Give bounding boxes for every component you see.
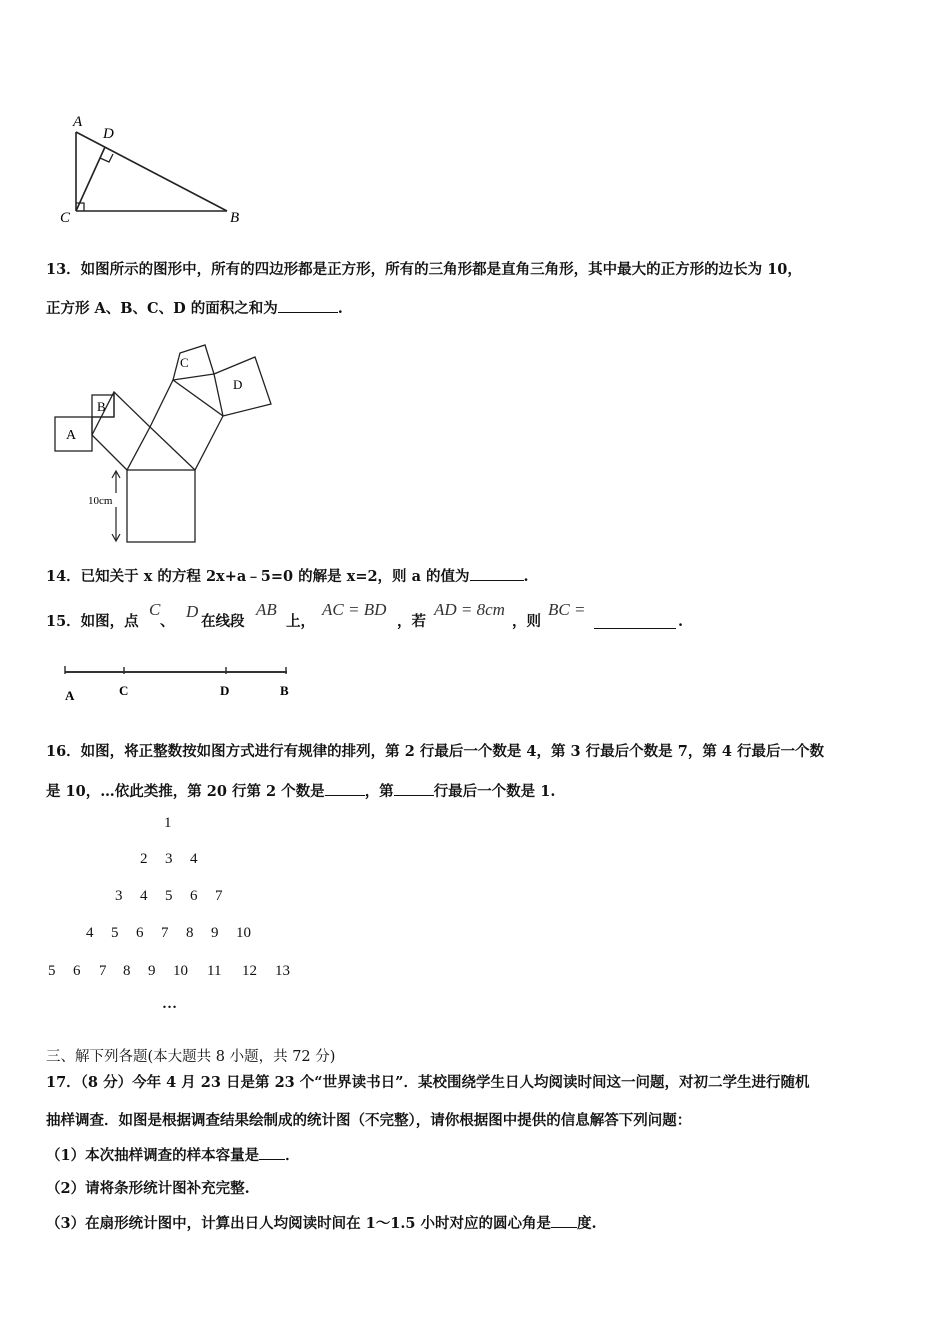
label-D: D xyxy=(103,126,114,142)
triangle-ellipsis: … xyxy=(162,996,177,1012)
segment-label-A: A xyxy=(65,688,75,703)
row5-n7: 11 xyxy=(207,963,222,979)
pythagoras-figure xyxy=(45,335,290,550)
row5-n6: 10 xyxy=(173,963,188,979)
q14 xyxy=(46,568,529,585)
q17-line1: 17．（8 分）今年 4 月 23 日是第 23 个“世界读书日”．某校围绕学生日人均阅读时间这一问题，对初二学生进行随机 xyxy=(46,1074,810,1091)
triangle-figure xyxy=(55,110,255,230)
section-3-title: 三、解下列各题(本大题共 8 小题，共 72 分) xyxy=(46,1049,336,1065)
q16-text-a: 是 10，…依此类推，第 20 行第 2 个数是 xyxy=(46,783,325,800)
segment-label-C: C xyxy=(119,683,129,698)
row4-n6: 9 xyxy=(211,925,219,941)
row5-n8: 12 xyxy=(242,963,257,979)
q17-sub1-blank[interactable] xyxy=(259,1147,285,1160)
q15-segment-text: 在线段 xyxy=(201,613,245,630)
q16-answer-blank-2[interactable] xyxy=(394,783,434,796)
square-B-label: B xyxy=(97,399,106,414)
q16-line2 xyxy=(46,783,555,800)
row5-n5: 9 xyxy=(148,963,156,979)
row4-n5: 8 xyxy=(186,925,194,941)
square-C-label: C xyxy=(180,355,189,370)
row5-n3: 7 xyxy=(99,963,107,979)
q13-answer-blank[interactable] xyxy=(278,300,338,313)
row3-n2: 4 xyxy=(140,888,148,904)
q16-text-c: 行最后一个数是 1. xyxy=(433,783,556,800)
q15-if: ，若 xyxy=(397,613,426,630)
row2-n1: 2 xyxy=(140,851,148,867)
row4-n3: 6 xyxy=(136,925,144,941)
q15-point-C: C xyxy=(149,600,161,619)
q14-answer-blank[interactable] xyxy=(470,568,524,581)
q13-line1: 13．如图所示的图形中，所有的四边形都是正方形，所有的三角形都是直角三角形，其中最大的正方形的边长为 10， xyxy=(46,261,802,278)
label-A: A xyxy=(73,114,83,130)
q15-then: ，则 xyxy=(512,613,541,630)
label-C: C xyxy=(60,210,71,226)
q13-text: 正方形 A、B、C、D 的面积之和为 xyxy=(46,300,278,317)
square-D-label: D xyxy=(233,377,243,392)
row4-n2: 5 xyxy=(111,925,119,941)
q17-sub1-text: （1）本次抽样调查的样本容量是 xyxy=(46,1147,260,1164)
q17-sub3 xyxy=(46,1215,597,1232)
q15-eq3: BC = xyxy=(548,600,586,619)
q15-answer-blank[interactable] xyxy=(594,616,676,629)
row5-n2: 6 xyxy=(73,963,81,979)
row1-n1: 1 xyxy=(164,815,172,831)
row3-n5: 7 xyxy=(215,888,223,904)
q15-prefix: 15．如图，点 xyxy=(46,613,139,630)
q17-sub3-text: （3）在扇形统计图中，计算出日人均阅读时间在 1～1.5 小时对应的圆心角是 xyxy=(46,1215,551,1232)
row2-n3: 4 xyxy=(190,851,198,867)
dimension-label: 10cm xyxy=(88,495,113,507)
q13-end: . xyxy=(337,300,343,317)
q17-sub2: （2）请将条形统计图补充完整. xyxy=(46,1180,250,1197)
segment-label-B: B xyxy=(280,683,289,698)
q17-sub3-end: 度. xyxy=(577,1215,597,1232)
q17-sub3-blank[interactable] xyxy=(551,1215,577,1228)
square-A-label: A xyxy=(66,428,77,443)
row5-n4: 8 xyxy=(123,963,131,979)
q14-end: . xyxy=(523,568,529,585)
row3-n1: 3 xyxy=(115,888,123,904)
q16-answer-blank-1[interactable] xyxy=(325,783,365,796)
segment-label-D: D xyxy=(220,683,230,698)
row4-n1: 4 xyxy=(86,925,94,941)
q15-on: 上， xyxy=(286,613,315,630)
row3-n3: 5 xyxy=(165,888,173,904)
row4-n7: 10 xyxy=(236,925,251,941)
row4-n4: 7 xyxy=(161,925,169,941)
row5-n9: 13 xyxy=(275,963,290,979)
segment-figure xyxy=(55,660,300,705)
q15-end: . xyxy=(678,613,684,630)
q15-segment-AB: AB xyxy=(256,600,277,619)
q13-line2 xyxy=(46,300,343,317)
q15-eq1: AC = BD xyxy=(322,600,387,619)
row2-n2: 3 xyxy=(165,851,173,867)
label-B: B xyxy=(230,210,240,226)
q17-sub1-end: ． xyxy=(285,1147,300,1164)
q15-point-D: D xyxy=(186,602,199,621)
q14-text: 14．已知关于 x 的方程 2x+a﹣5=0 的解是 x=2，则 a 的值为 xyxy=(46,568,470,585)
row3-n4: 6 xyxy=(190,888,198,904)
q16-text-b: ，第 xyxy=(364,783,394,800)
q17-line2: 抽样调查．如图是根据调查结果绘制成的统计图（不完整），请你根据图中提供的信息解答下列问题： xyxy=(46,1112,692,1129)
q16-line1: 16．如图，将正整数按如图方式进行有规律的排列，第 2 行最后一个数是 4，第 3 行最后个数是 7，第 4 行最后一个数 xyxy=(46,743,825,760)
row5-n1: 5 xyxy=(48,963,56,979)
q17-sub1 xyxy=(46,1147,300,1164)
q15-eq2: AD = 8cm xyxy=(434,600,505,619)
q15-sep: 、 xyxy=(160,613,175,630)
